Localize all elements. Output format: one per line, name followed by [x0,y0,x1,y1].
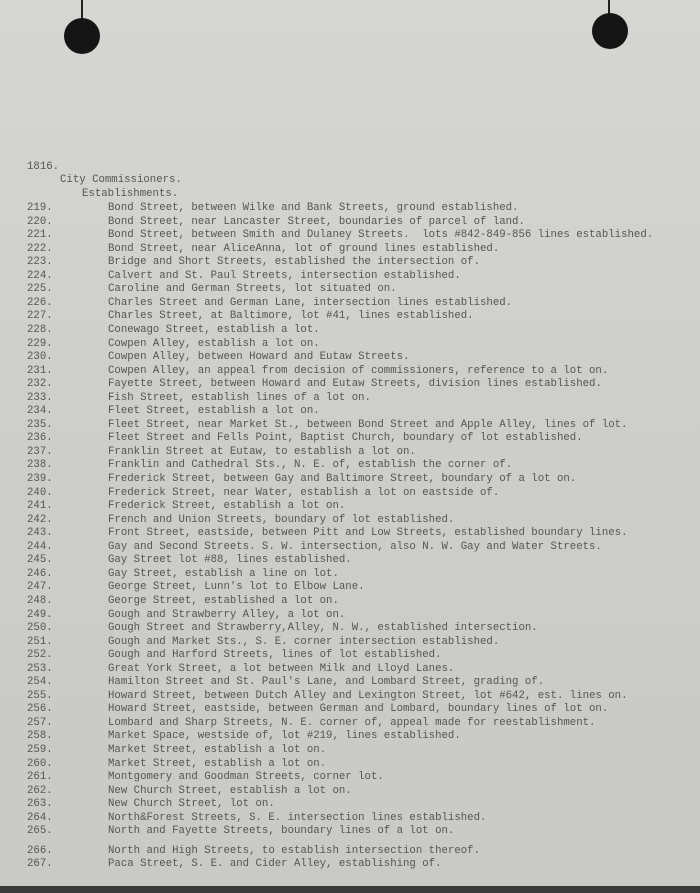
entry-number: 233. [27,391,53,404]
entry-number: 267. [27,858,53,871]
entry-number: 257. [27,716,53,729]
page-bottom-edge [0,886,700,893]
entry-number: 235. [27,418,53,431]
entry-text: Bond Street, between Wilke and Bank Streets, ground established. [108,202,519,214]
entry-number: 255. [27,689,53,702]
entry-number: 221. [27,229,53,242]
document-heading: City Commissioners. [60,174,182,186]
entry-number: 219. [27,202,53,214]
entry-text: Gough and Strawberry Alley, a lot on. [108,608,346,621]
entry-number: 245. [27,554,53,567]
punch-hole-left [64,18,100,54]
entry-number: 251. [27,635,53,648]
entry-text: Paca Street, S. E. and Cider Alley, establishing of. [108,858,442,871]
entry-number: 232. [27,378,53,391]
entry-number: 254. [27,676,53,689]
entry-number: 250. [27,622,53,635]
entry-number: 236. [27,432,53,445]
entry-number: 249. [27,608,53,621]
entry-number: 222. [27,242,53,255]
document-subheading: Establishments. [82,188,179,200]
entry-text: Frederick Street, near Water, establish a lot on eastside of. [108,486,500,499]
entry-number: 227. [27,310,53,323]
entry-number: 244. [27,540,53,553]
entry-text: Conewago Street, establish a lot. [108,323,320,336]
entry-number: 234. [27,405,53,418]
entry-text: Gough and Market Sts., S. E. corner intersection established. [108,635,500,648]
entry-text: Bond Street, near AliceAnna, lot of ground lines established. [108,242,500,255]
entry-number: 241. [27,500,53,513]
entry-text: George Street, established a lot on. [108,594,339,607]
entry-text: Market Space, westside of, lot #219, lines established. [108,730,461,743]
entry-number: 224. [27,269,53,282]
entry-number: 243. [27,527,53,540]
entry-text: North and High Streets, to establish intersection thereof. [108,844,480,857]
entry-number: 260. [27,757,53,770]
entry-text: Bond Street, near Lancaster Street, boundaries of parcel of land. [108,215,525,228]
entry-number: 220. [27,215,53,228]
entry-text: Market Street, establish a lot on. [108,757,327,770]
entry-number: 238. [27,459,53,472]
entry-text: Cowpen Alley, between Howard and Eutaw Streets. [108,351,410,364]
entry-number: 225. [27,283,53,296]
entry-number: 248. [27,594,53,607]
document-year: 1816. [27,161,60,173]
entry-text: Montgomery and Goodman Streets, corner lot. [108,771,384,784]
entry-number: 261. [27,771,53,784]
entry-number: 226. [27,296,53,309]
entry-number: 263. [27,798,53,811]
entry-number: 240. [27,486,53,499]
entry-number: 237. [27,445,53,458]
entry-number: 223. [27,256,53,269]
entry-number: 247. [27,581,53,594]
punch-hole-right [592,13,628,49]
entry-text: Caroline and German Streets, lot situated on. [108,283,397,296]
entry-text: Market Street, establish a lot on. [108,744,327,756]
entry-text: Cowpen Alley, an appeal from decision of commissioners, reference to a lot on. [108,364,609,377]
entry-text: Lombard and Sharp Streets, N. E. corner of, appeal made for reestablishment. [108,716,596,729]
entry-number: 253. [27,662,53,675]
entry-text: Fleet Street, near Market St., between Bond Street and Apple Alley, lines of lot. [108,418,628,431]
entry-number: 230. [27,351,53,364]
entry-text: Franklin and Cathedral Sts., N. E. of, establish the corner of. [108,459,513,472]
entry-text: Gough Street and Strawberry,Alley, N. W., established intersection. [108,622,538,635]
entry-text: Gough and Harford Streets, lines of lot established. [108,649,442,662]
entry-text: Calvert and St. Paul Streets, intersection established. [108,269,461,282]
entry-text: Franklin Street at Eutaw, to establish a lot on. [108,445,416,458]
entry-number: 231. [27,364,53,377]
entry-number: 262. [27,784,53,797]
entry-text: New Church Street, establish a lot on. [108,784,352,797]
entry-text: Bond Street, between Smith and Dulaney Streets. lots #842-849-856 lines established. [108,229,654,242]
entry-number: 259. [27,744,53,756]
entry-text: Hamilton Street and St. Paul's Lane, and Lombard Street, grading of. [108,676,545,689]
entry-text: Cowpen Alley, establish a lot on. [108,337,320,350]
entry-text: Great York Street, a lot between Milk and Lloyd Lanes. [108,662,455,675]
entry-text: New Church Street, lot on. [108,798,275,811]
entry-text: Charles Street, at Baltimore, lot #41, lines established. [108,310,474,323]
entry-text: Fleet Street, establish a lot on. [108,405,320,418]
entry-text: Fish Street, establish lines of a lot on. [108,391,371,404]
entry-number: 265. [27,825,53,838]
entry-number: 239. [27,473,53,485]
entry-number: 266. [27,844,53,857]
entry-text: Howard Street, between Dutch Alley and Lexington Street, lot #642, est. lines on. [108,689,628,702]
entry-number: 252. [27,649,53,662]
entry-text: North and Fayette Streets, boundary lines of a lot on. [108,825,455,838]
entry-text: Fleet Street and Fells Point, Baptist Church, boundary of lot established. [108,432,583,445]
entry-number: 228. [27,323,53,336]
entry-text: Bridge and Short Streets, established the intersection of. [108,256,480,269]
entry-text: Fayette Street, between Howard and Eutaw Streets, division lines established. [108,378,602,391]
entry-number: 246. [27,567,53,580]
entry-text: North&Forest Streets, S. E. intersection lines established. [108,811,487,824]
entry-text: Front Street, eastside, between Pitt and Low Streets, established boundary lines. [108,527,628,540]
entry-text: Gay Street, establish a line on lot. [108,567,339,580]
entry-text: Frederick Street, between Gay and Baltimore Street, boundary of a lot on. [108,473,577,485]
entry-number: 264. [27,811,53,824]
entry-text: Gay and Second Streets. S. W. intersection, also N. W. Gay and Water Streets. [108,540,602,553]
entry-text: Gay Street lot #88, lines established. [108,554,352,567]
entry-text: Charles Street and German Lane, intersection lines established. [108,296,513,309]
entry-number: 242. [27,513,53,526]
entry-number: 256. [27,703,53,716]
entry-text: Howard Street, eastside, between German and Lombard, boundary lines of lot on. [108,703,609,716]
entry-text: George Street, Lunn's lot to Elbow Lane. [108,581,365,594]
entry-number: 258. [27,730,53,743]
entry-text: French and Union Streets, boundary of lot established. [108,513,455,526]
entry-number: 229. [27,337,53,350]
entry-text: Frederick Street, establish a lot on. [108,500,346,513]
